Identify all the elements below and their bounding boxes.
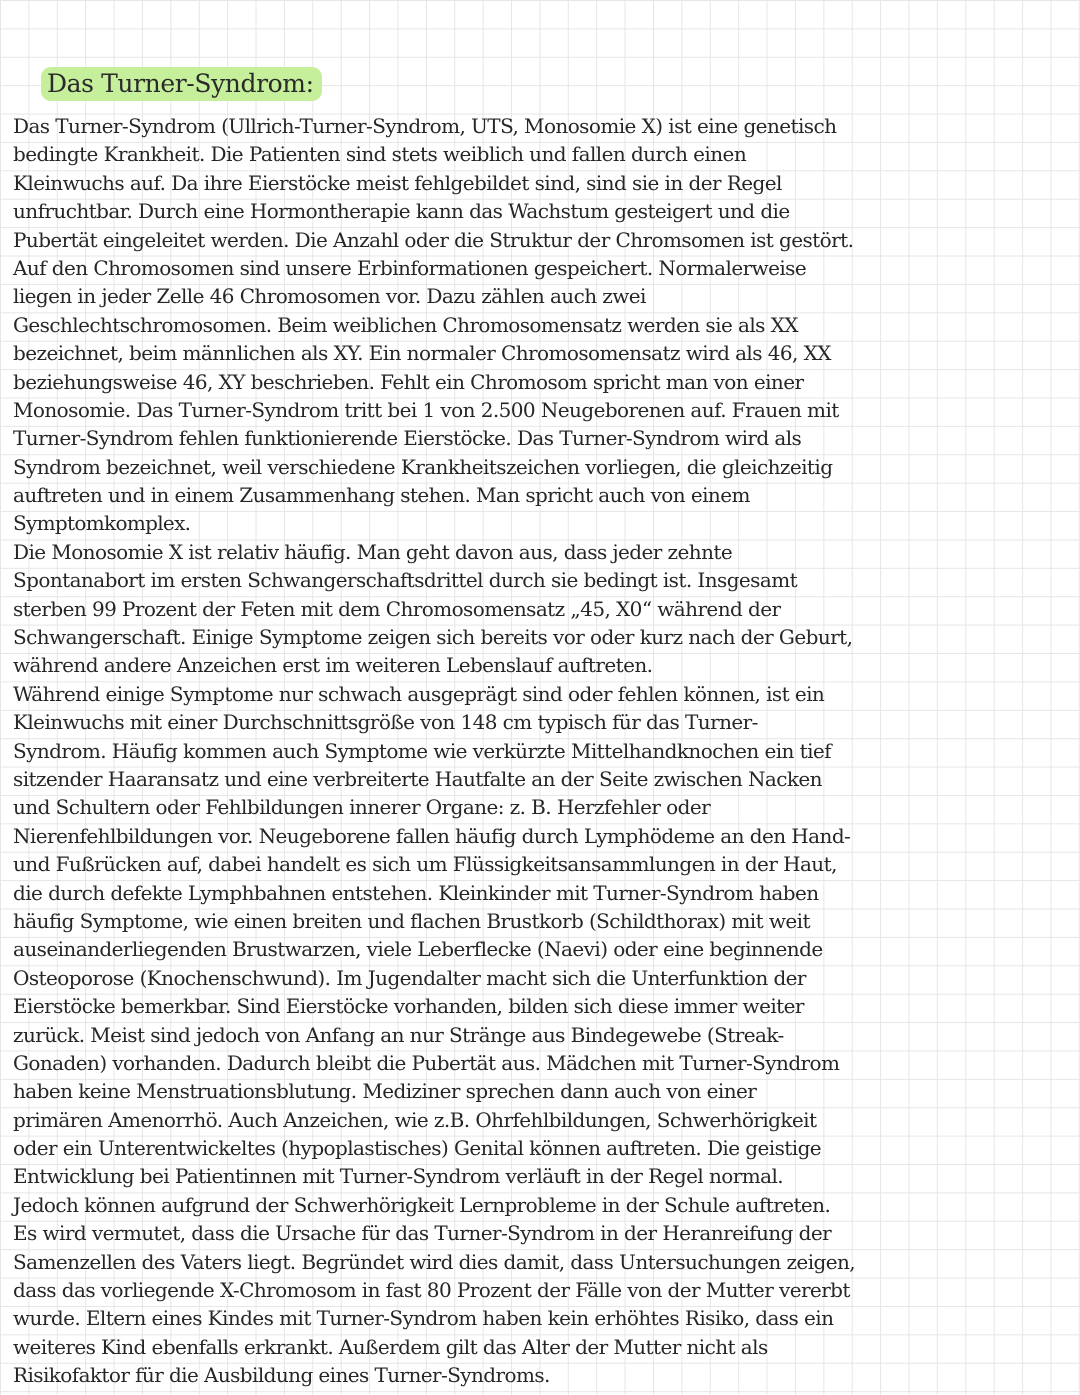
text-line: Das Turner-Syndrom (Ullrich-Turner-Syndrom, UTS, Monosomie X) ist eine genetisch: [13, 114, 837, 138]
text-line: Turner-Syndrom fehlen funktionierende Eierstöcke. Das Turner-Syndrom wird als: [13, 426, 802, 451]
text-line: Entwicklung bei Patientinnen mit Turner-Syndrom verläuft in der Regel normal.: [13, 1164, 784, 1189]
text-line: unfruchtbar. Durch eine Hormontherapie kann das Wachstum gesteigert und die: [13, 199, 790, 224]
text-line: Auf den Chromosomen sind unsere Erbinformationen gespeichert. Normalerweise: [13, 255, 807, 280]
page-title: Das Turner-Syndrom:: [41, 67, 322, 101]
text-line: Spontanabort im ersten Schwangerschaftsdrittel durch sie bedingt ist. Insgesamt: [13, 568, 798, 593]
body-text: [13, 112, 1073, 1390]
text-line: liegen in jeder Zelle 46 Chromosomen vor. Dazu zählen auch zwei: [13, 284, 646, 309]
text-line: Risikofaktor für die Ausbildung eines Turner-Syndroms.: [13, 1363, 550, 1388]
text-line: zurück. Meist sind jedoch von Anfang an nur Stränge aus Bindegewebe (Streak-: [13, 1022, 784, 1047]
text-line: primären Amenorrhö. Auch Anzeichen, wie z.B. Ohrfehlbildungen, Schwerhörigkeit: [13, 1107, 817, 1132]
text-line: Geschlechtschromosomen. Beim weiblichen Chromosomensatz werden sie als XX: [13, 312, 798, 337]
text-line: Eierstöcke bemerkbar. Sind Eierstöcke vorhanden, bilden sich diese immer weiter: [13, 994, 804, 1019]
text-line: und Fußrücken auf, dabei handelt es sich um Flüssigkeitsansammlungen in der Haut,: [13, 852, 837, 877]
text-line: sitzender Haaransatz und eine verbreiterte Hautfalte an der Seite zwischen Nacken: [13, 766, 822, 791]
text-line: oder ein Unterentwickeltes (hypoplastisches) Genital können auftreten. Die geistige: [13, 1136, 822, 1161]
text-line: während andere Anzeichen erst im weiteren Lebenslauf auftreten.: [13, 653, 653, 678]
text-line: Osteoporose (Knochenschwund). Im Jugendalter macht sich die Unterfunktion der: [13, 965, 806, 990]
text-line: haben keine Menstruationsblutung. Mediziner sprechen dann auch von einer: [13, 1079, 757, 1104]
text-line: Es wird vermutet, dass die Ursache für das Turner-Syndrom in der Heranreifung der: [13, 1221, 832, 1246]
text-line: Schwangerschaft. Einige Symptome zeigen sich bereits vor oder kurz nach der Geburt,: [13, 625, 853, 650]
title-row: [41, 62, 1073, 106]
text-line: häufig Symptome, wie einen breiten und flachen Brustkorb (Schildthorax) mit weit: [13, 908, 810, 933]
text-line: Gonaden) vorhanden. Dadurch bleibt die Pubertät aus. Mädchen mit Turner-Syndrom: [13, 1050, 840, 1075]
text-line: Syndrom. Häufig kommen auch Symptome wie verkürzte Mittelhandknochen ein tief: [13, 738, 831, 763]
text-line: auseinanderliegenden Brustwarzen, viele Leberflecke (Naevi) oder eine beginnende: [13, 937, 823, 962]
text-line: Während einige Symptome nur schwach ausgeprägt sind oder fehlen können, ist ein: [13, 681, 825, 706]
text-line: dass das vorliegende X-Chromosom in fast 80 Prozent der Fälle von der Mutter vererbt: [13, 1278, 850, 1303]
text-line: Monosomie. Das Turner-Syndrom tritt bei 1 von 2.500 Neugeborenen auf. Frauen mit: [13, 397, 839, 422]
text-line: Samenzellen des Vaters liegt. Begründet wird dies damit, dass Untersuchungen zeigen,: [13, 1249, 856, 1274]
document-page: [13, 62, 1073, 1390]
text-line: Kleinwuchs auf. Da ihre Eierstöcke meist fehlgebildet sind, sind sie in der Regel: [13, 170, 782, 195]
text-line: Jedoch können aufgrund der Schwerhörigkeit Lernprobleme in der Schule auftreten.: [13, 1192, 831, 1217]
text-line: Nierenfehlbildungen vor. Neugeborene fallen häufig durch Lymphödeme an den Hand-: [13, 823, 851, 848]
text-line: bedingte Krankheit. Die Patienten sind stets weiblich und fallen durch einen: [13, 142, 747, 167]
text-line: Symptomkomplex.: [13, 511, 191, 536]
text-line: und Schultern oder Fehlbildungen innerer Organe: z. B. Herzfehler oder: [13, 795, 711, 820]
text-line: Syndrom bezeichnet, weil verschiedene Krankheitszeichen vorliegen, die gleichzeitig: [13, 454, 833, 479]
text-line: Die Monosomie X ist relativ häufig. Man geht davon aus, dass jeder zehnte: [13, 539, 733, 564]
text-line: Kleinwuchs mit einer Durchschnittsgröße von 148 cm typisch für das Turner-: [13, 710, 758, 735]
text-line: wurde. Eltern eines Kindes mit Turner-Syndrom haben kein erhöhtes Risiko, dass ein: [13, 1306, 834, 1331]
text-line: sterben 99 Prozent der Feten mit dem Chromosomensatz „45, X0“ während der: [13, 596, 781, 621]
text-line: bezeichnet, beim männlichen als XY. Ein normaler Chromosomensatz wird als 46, XX: [13, 341, 831, 366]
text-line: die durch defekte Lymphbahnen entstehen. Kleinkinder mit Turner-Syndrom haben: [13, 880, 819, 905]
text-line: weiteres Kind ebenfalls erkrankt. Außerdem gilt das Alter der Mutter nicht als: [13, 1334, 768, 1359]
text-line: beziehungsweise 46, XY beschrieben. Fehlt ein Chromosom spricht man von einer: [13, 369, 804, 394]
text-line: auftreten und in einem Zusammenhang stehen. Man spricht auch von einem: [13, 483, 750, 508]
text-line: Pubertät eingeleitet werden. Die Anzahl oder die Struktur der Chromsomen ist gestört.: [13, 227, 854, 252]
